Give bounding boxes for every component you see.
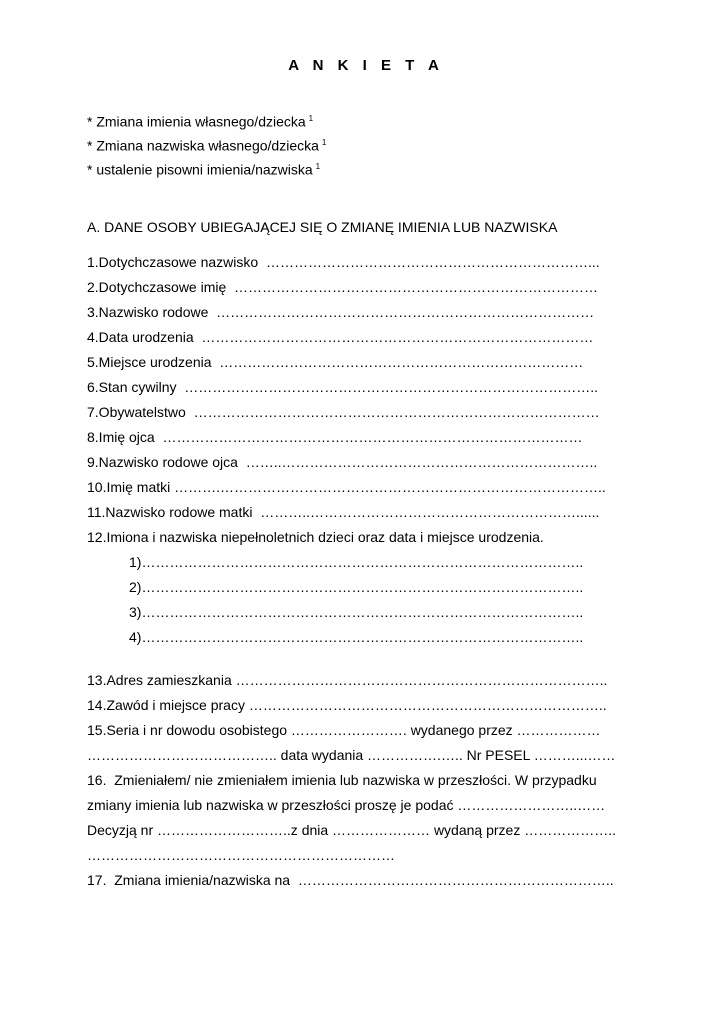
field-id-document: 15.Seria i nr dowodu osobistego ……………………. wydanego przez ……………… [87, 722, 601, 738]
form-title: A N K I E T A [288, 57, 444, 74]
field-mother-birth-surname: 11.Nazwisko rodowe matki ………..…………………………………………………...... [87, 504, 600, 520]
field-current-surname: 1.Dotychczasowe nazwisko ……………………………………………………………... [87, 254, 600, 270]
child-entry-4: 4)………………………………………………………………………………….. [129, 629, 584, 645]
field-current-first-name: 2.Dotychczasowe imię …………………………………………………………………… [87, 279, 599, 295]
footnote-marker: 1 [321, 138, 327, 147]
field-address: 13.Adres zamieszkania …………………………………………………………………….. [87, 672, 608, 688]
field-decision-number: Decyzją nr ………………………..z dnia ………………… wydaną przez ……………….. [87, 822, 616, 838]
field-occupation-workplace: 14.Zawód i miejsce pracy ………………………………………………………………….. [87, 697, 607, 713]
field-minor-children: 12.Imiona i nazwiska niepełnoletnich dzieci oraz data i miejsce urodzenia. [87, 529, 544, 545]
option-change-surname [87, 134, 326, 155]
field-mother-first-name: 10.Imię matki ……….……………………………………………………………………….. [87, 479, 606, 495]
field-birth-place: 5.Miejsce urodzenia …………………………………………………………………… [87, 354, 584, 370]
field-birth-date: 4.Data urodzenia ………………………………………………………………………… [87, 329, 594, 345]
field-father-first-name: 8.Imię ojca ……………………………………………………………………………… [87, 429, 583, 445]
option-label: * Zmiana nazwiska własnego/dziecka [87, 137, 319, 154]
footnote-marker: 1 [308, 114, 314, 123]
field-decision-continuation: ………………………………………………………… [87, 847, 395, 863]
field-marital-status: 6.Stan cywilny …………………………………………………………………………….. [87, 379, 599, 395]
field-previous-change-details: zmiany imienia lub nazwiska w przeszłości proszę je podać ……………………..…… [87, 797, 606, 813]
field-id-issue-pesel: ………………………………….. data wydania …………….….. Nr PESEL ………...…… [87, 747, 616, 763]
child-entry-3: 3)………………………………………………………………………………….. [129, 604, 584, 620]
child-entry-2: 2)………………………………………………………………………………….. [129, 579, 584, 595]
field-birth-surname: 3.Nazwisko rodowe ……………………………………………………………………… [87, 304, 595, 320]
footnote-marker: 1 [315, 162, 321, 171]
field-new-name: 17. Zmiana imienia/nazwiska na ………………………………………………………….. [87, 872, 614, 888]
field-father-birth-surname: 9.Nazwisko rodowe ojca ……..………………………………………………………….. [87, 454, 598, 470]
option-label: * Zmiana imienia własnego/dziecka [87, 113, 306, 130]
option-spelling [87, 158, 320, 179]
child-entry-1: 1)………………………………………………………………………………….. [129, 554, 584, 570]
section-a-heading: A. DANE OSOBY UBIEGAJĄCEJ SIĘ O ZMIANĘ IMIENIA LUB NAZWISKA [87, 219, 558, 235]
option-label: * ustalenie pisowni imienia/nazwiska [87, 161, 313, 178]
field-previous-change: 16. Zmieniałem/ nie zmieniałem imienia lub nazwiska w przeszłości. W przypadku [87, 772, 597, 788]
option-change-first-name [87, 110, 313, 131]
field-citizenship: 7.Obywatelstwo …………………………………………………………………………… [87, 404, 600, 420]
